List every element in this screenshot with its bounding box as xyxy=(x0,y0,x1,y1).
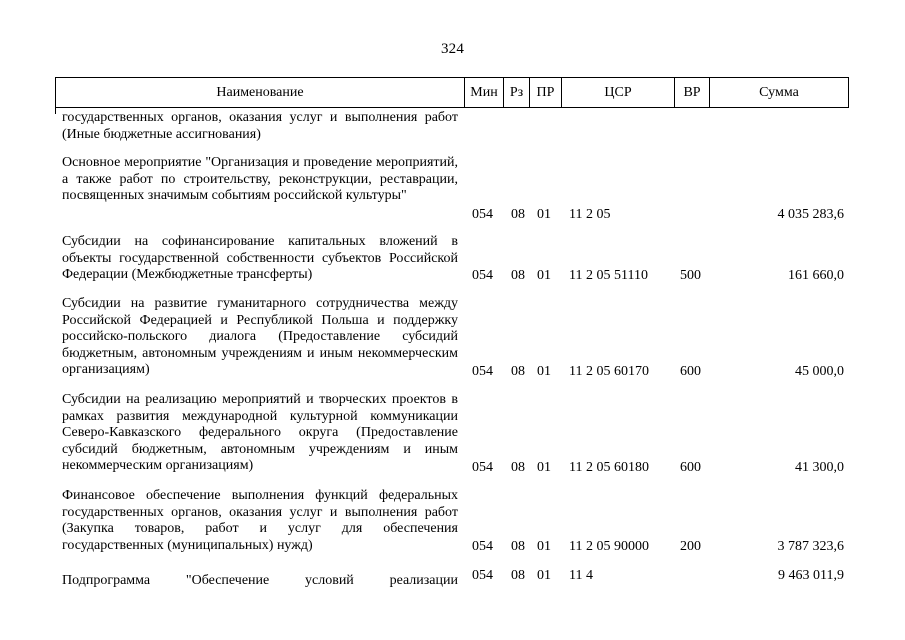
table-cell-sum: 9 463 011,9 xyxy=(778,568,844,583)
table-cell-min: 054 xyxy=(472,207,493,222)
table-row-name: Субсидии на реализацию мероприятий и творческих проектов в рамках развития международной культурной коммуникации Северо-Кавказского федерального округа (Предоставление субсидий бюджетным, автономным учреждениям и иным некоммерческим организациям) xyxy=(62,392,458,474)
table-cell-sum: 41 300,0 xyxy=(795,460,844,475)
table-cell-rz: 08 xyxy=(511,568,525,583)
header-name: Наименование xyxy=(216,85,304,100)
table-row-name: Финансовое обеспечение выполнения функций федеральных государственных органов, оказания услуг и выполнения работ (Закупка товаров, работ и услуг для обеспечения государственных (муниципальных) нужд) xyxy=(62,488,458,553)
table-cell-min: 054 xyxy=(472,539,493,554)
header-rz: Рз xyxy=(509,85,524,100)
table-cell-vr: 500 xyxy=(680,268,701,283)
header-vr: ВР xyxy=(683,85,701,100)
header-pr: ПР xyxy=(536,85,555,100)
table-row-name: Подпрограмма "Обеспечение условий реализации xyxy=(62,573,458,588)
table-row-name: Субсидии на софинансирование капитальных вложений в объекты государственной собственности субъектов Российской Федерации (Межбюджетные трансферты) xyxy=(62,234,458,283)
table-cell-rz: 08 xyxy=(511,268,525,283)
table-cell-csr: 11 2 05 51110 xyxy=(569,268,648,283)
table-cell-sum: 45 000,0 xyxy=(795,364,844,379)
table-row-name: Основное мероприятие "Организация и проведение мероприятий, а также работ по строительству, реконструкции, реставрации, посвященных значимым событиям российской культуры" xyxy=(62,155,458,204)
table-cell-vr: 600 xyxy=(680,460,701,475)
table-cell-csr: 11 2 05 60180 xyxy=(569,460,649,475)
table-cell-rz: 08 xyxy=(511,364,525,379)
table-cell-vr: 200 xyxy=(680,539,701,554)
table-cell-min: 054 xyxy=(472,568,493,583)
header-min: Мин xyxy=(470,85,498,100)
table-cell-pr: 01 xyxy=(537,364,551,379)
table-cell-min: 054 xyxy=(472,364,493,379)
table-left-border xyxy=(55,107,56,114)
table-cell-sum: 3 787 323,6 xyxy=(777,539,844,554)
table-cell-csr: 11 2 05 60170 xyxy=(569,364,649,379)
table-cell-vr: 600 xyxy=(680,364,701,379)
table-cell-rz: 08 xyxy=(511,539,525,554)
table-cell-min: 054 xyxy=(472,460,493,475)
header-sum: Сумма xyxy=(759,85,799,100)
table-cell-csr: 11 2 05 90000 xyxy=(569,539,649,554)
continuation-text: государственных органов, оказания услуг и выполнения работ (Иные бюджетные ассигнования) xyxy=(62,110,458,142)
table-cell-rz: 08 xyxy=(511,207,525,222)
table-cell-csr: 11 2 05 xyxy=(569,207,611,222)
table-cell-csr: 11 4 xyxy=(569,568,593,583)
table-header xyxy=(55,77,849,108)
table-cell-pr: 01 xyxy=(537,460,551,475)
table-cell-rz: 08 xyxy=(511,460,525,475)
table-cell-pr: 01 xyxy=(537,207,551,222)
page-number: 324 xyxy=(440,41,465,57)
table-cell-pr: 01 xyxy=(537,268,551,283)
table-cell-pr: 01 xyxy=(537,539,551,554)
table-row-name: Субсидии на развитие гуманитарного сотрудничества между Российской Федерацией и Республикой Польша и поддержку российско-польского диалога (Предоставление субсидий бюджетным, автономным учреждениям и иным некоммерческим организациям) xyxy=(62,296,458,378)
header-csr: ЦСР xyxy=(604,85,632,100)
table-cell-sum: 4 035 283,6 xyxy=(777,207,844,222)
table-cell-pr: 01 xyxy=(537,568,551,583)
table-cell-sum: 161 660,0 xyxy=(788,268,844,283)
table-cell-min: 054 xyxy=(472,268,493,283)
